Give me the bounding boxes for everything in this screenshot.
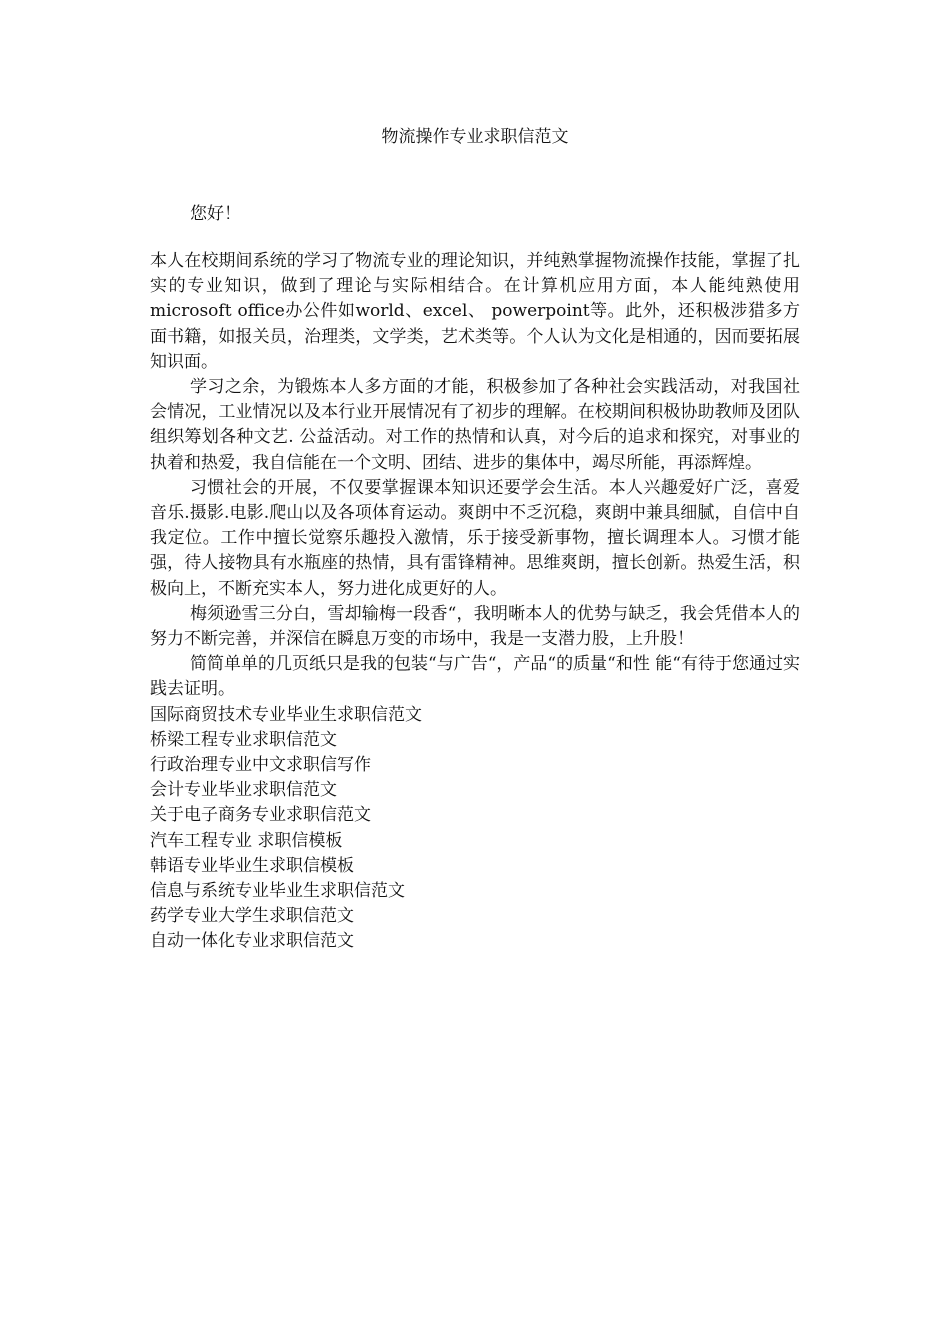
- related-link-item[interactable]: 信息与系统专业毕业生求职信范文: [150, 881, 405, 902]
- related-link-item[interactable]: 会计专业毕业求职信范文: [150, 780, 337, 801]
- related-link-item[interactable]: 国际商贸技术专业毕业生求职信范文: [150, 704, 422, 725]
- related-link-item[interactable]: 行政治理专业中文求职信写作: [150, 755, 371, 776]
- related-link-item[interactable]: 自动一体化专业求职信范文: [150, 931, 354, 952]
- paragraph-practice: 学习之余，为锻炼本人多方面的才能，积极参加了各种社会实践活动，对我国社会情况，工业情况以及本行业开展情况有了初步的理解。在校期间积极协助教师及团队组织筹划各种文艺. 公益活动。对工作的热情和认真，对今后的追求和探究，对事业的执着和热爱，我自信能在一个文明、团结、进步的集体中，竭尽所能，再添辉煌。: [150, 377, 800, 473]
- greeting-line: 您好！: [190, 204, 241, 224]
- paragraph-closing: 简简单单的几页纸只是我的包装“与广告“，产品“的质量“和性 能“有待于您通过实践去证明。: [150, 654, 800, 700]
- related-links-list: [150, 703, 800, 955]
- related-link-item[interactable]: 药学专业大学生求职信范文: [150, 906, 354, 927]
- paragraph-intro: 本人在校期间系统的学习了物流专业的理论知识，并纯熟掌握物流操作技能，掌握了扎实的专业知识，做到了理论与实际相结合。在计算机应用方面，本人能纯熟使用microsoft office办公件如world、excel、 powerpoint等。此外，还积极涉猎多方面书籍，如报关员，治理类，文学类，艺术类等。个人认为文化是相通的，因而要拓展知识面。: [150, 251, 800, 372]
- letter-body: [150, 249, 800, 955]
- paragraph-hobbies: 习惯社会的开展，不仅要掌握课本知识还要学会生活。本人兴趣爱好广泛，喜爱音乐.摄影.电影.爬山以及各项体育运动。爽朗中不乏沉稳，爽朗中兼具细腻，自信中自我定位。工作中擅长觉察乐趣投入激情，乐于接受新事物，擅长调理本人。习惯才能强，待人接物具有水瓶座的热情，具有雷锋精神。思维爽朗，擅长创新。热爱生活，积极向上，不断充实本人，努力进化成更好的人。: [150, 477, 800, 599]
- related-link-item[interactable]: 桥梁工程专业求职信范文: [150, 729, 337, 750]
- related-link-item[interactable]: 关于电子商务专业求职信范文: [150, 805, 371, 826]
- related-link-item[interactable]: 汽车工程专业 求职信模板: [150, 830, 343, 851]
- paragraph-strengths: 梅须逊雪三分白，雪却输梅一段香“，我明晰本人的优势与缺乏，我会凭借本人的努力不断完善，并深信在瞬息万变的市场中，我是一支潜力股，上升股！: [150, 603, 800, 650]
- related-link-item[interactable]: 韩语专业毕业生求职信模板: [150, 855, 354, 876]
- document-title: 物流操作专业求职信范文: [381, 127, 569, 147]
